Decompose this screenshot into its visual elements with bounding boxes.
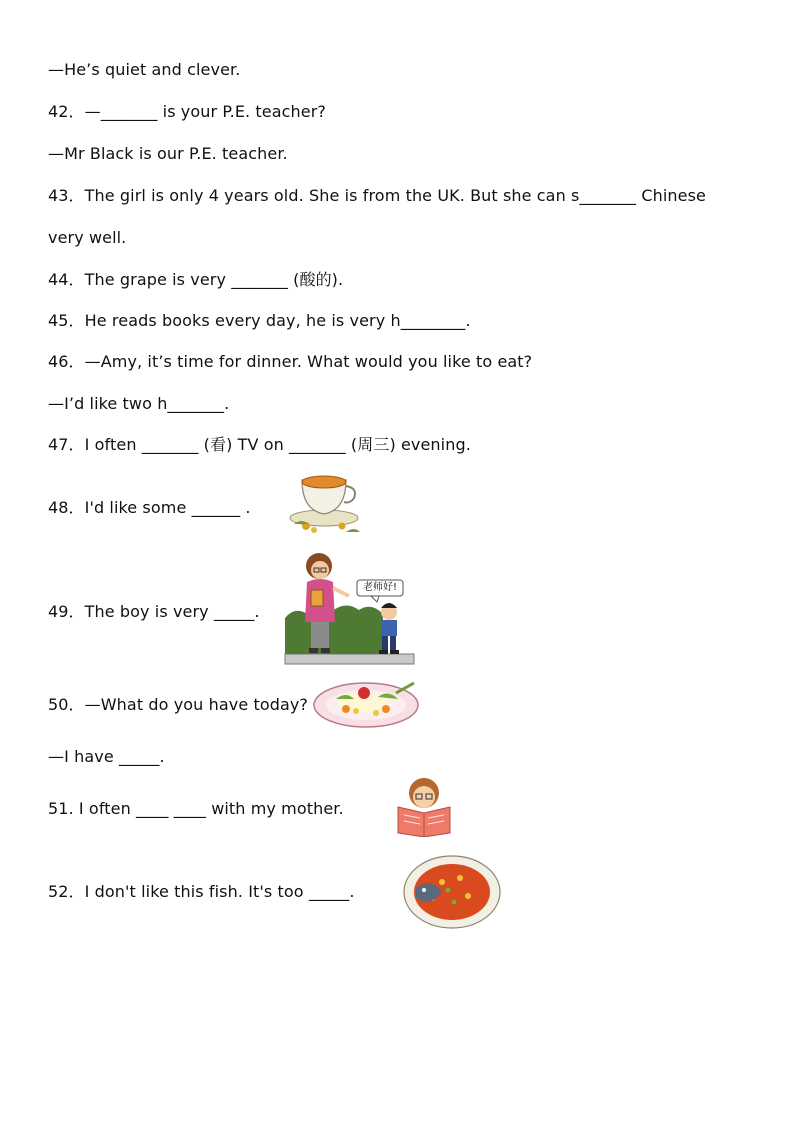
tea-cup-icon <box>284 466 364 538</box>
question-51: 51. I often ____ ____ with my mother. <box>48 799 344 818</box>
salad-plate-icon <box>312 677 422 729</box>
question-42: 42．—_______ is your P.E. teacher? <box>48 102 326 121</box>
question-48: 48．I'd like some ______ . <box>48 498 251 517</box>
answer-line-50: —I have _____. <box>48 747 165 766</box>
answer-line-46: —I’d like two h_______. <box>48 394 230 413</box>
question-43-cont: very well. <box>48 228 127 247</box>
question-46: 46．—Amy, it’s time for dinner. What would you like to eat? <box>48 352 533 371</box>
question-45: 45．He reads books every day, he is very h________. <box>48 311 471 330</box>
teacher-and-boy-icon <box>283 548 416 668</box>
question-49: 49．The boy is very _____. <box>48 602 260 621</box>
question-47: 47．I often _______ (看) TV on _______ (周三) evening. <box>48 435 471 454</box>
question-43: 43．The girl is only 4 years old. She is from the UK. But she can s_______ Chinese <box>48 186 706 205</box>
question-52: 52．I don't like this fish. It's too _____. <box>48 882 355 901</box>
answer-line-41: —He’s quiet and clever. <box>48 60 241 79</box>
speech-bubble-text: 老师好! <box>362 582 397 593</box>
answer-line-42: —Mr Black is our P.E. teacher. <box>48 144 288 163</box>
question-50: 50．—What do you have today? <box>48 695 309 714</box>
question-44: 44．The grape is very _______ (酸的). <box>48 270 344 289</box>
girl-reading-icon <box>394 775 454 837</box>
spicy-fish-icon <box>402 852 502 930</box>
